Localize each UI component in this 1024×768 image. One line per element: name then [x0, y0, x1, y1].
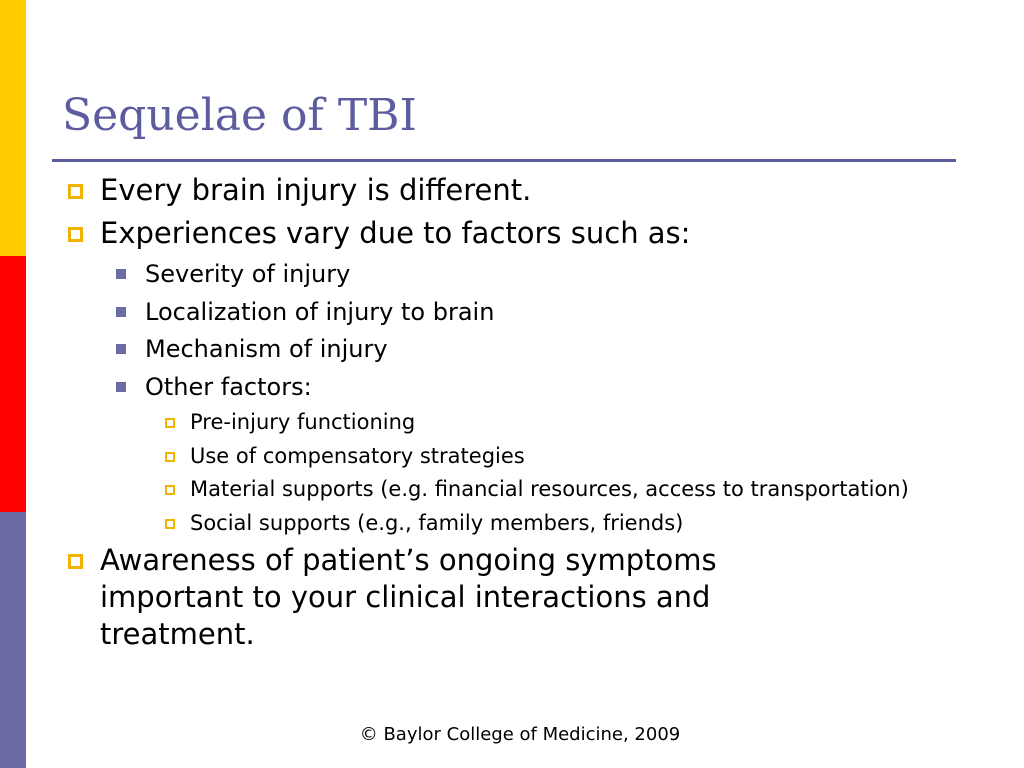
sub-sub-bullet-text: Social supports (e.g., family members, friends) [190, 510, 684, 535]
title-divider [52, 159, 956, 162]
square-bullet-icon [68, 227, 83, 242]
filled-square-bullet-icon [116, 307, 126, 317]
bullet-item [62, 542, 962, 653]
bullet-item [62, 172, 962, 209]
sub-sub-bullet-item [62, 475, 962, 503]
square-bullet-icon [165, 452, 175, 462]
sub-sub-bullet-item [62, 442, 962, 470]
sub-bullet-text: Severity of injury [145, 260, 351, 288]
sub-bullet-item [62, 371, 962, 403]
sub-bullet-item [62, 333, 962, 365]
square-bullet-icon [165, 485, 175, 495]
footer [0, 724, 1024, 746]
sub-bullet-text: Localization of injury to brain [145, 297, 495, 326]
bullet-item [62, 215, 962, 252]
bullet-text: Every brain injury is different. [100, 173, 532, 207]
filled-square-bullet-icon [116, 382, 126, 392]
sub-bullet-text: Mechanism of injury [145, 335, 388, 363]
sub-sub-bullet-text: Use of compensatory strategies [190, 443, 525, 468]
slide-title: Sequelae of TBI [62, 90, 417, 141]
sub-bullet-item [62, 258, 962, 290]
sidebar-red-segment [0, 256, 26, 512]
bullet-text: Experiences vary due to factors such as: [100, 216, 691, 250]
sub-sub-bullet-text: Material supports (e.g. financial resources, access to transportation) [190, 477, 909, 501]
slide-content [62, 172, 962, 659]
sidebar-yellow-segment [0, 0, 26, 256]
sidebar-color-bar [0, 0, 26, 768]
sub-sub-bullet-item [62, 509, 962, 537]
sub-sub-bullet-text: Pre-injury functioning [190, 410, 416, 434]
bullet-text: Awareness of patient’s ongoing symptoms important to your clinical interactions and treatment. [100, 543, 717, 651]
sub-bullet-text: Other factors: [145, 372, 312, 401]
square-bullet-icon [165, 418, 175, 428]
filled-square-bullet-icon [116, 344, 126, 354]
sub-bullet-item [62, 296, 962, 328]
square-bullet-icon [68, 554, 83, 569]
copyright-text: © Baylor College of Medicine, 2009 [359, 724, 681, 745]
square-bullet-icon [68, 184, 83, 199]
square-bullet-icon [165, 519, 175, 529]
sub-sub-bullet-item [62, 408, 962, 436]
filled-square-bullet-icon [116, 269, 126, 279]
